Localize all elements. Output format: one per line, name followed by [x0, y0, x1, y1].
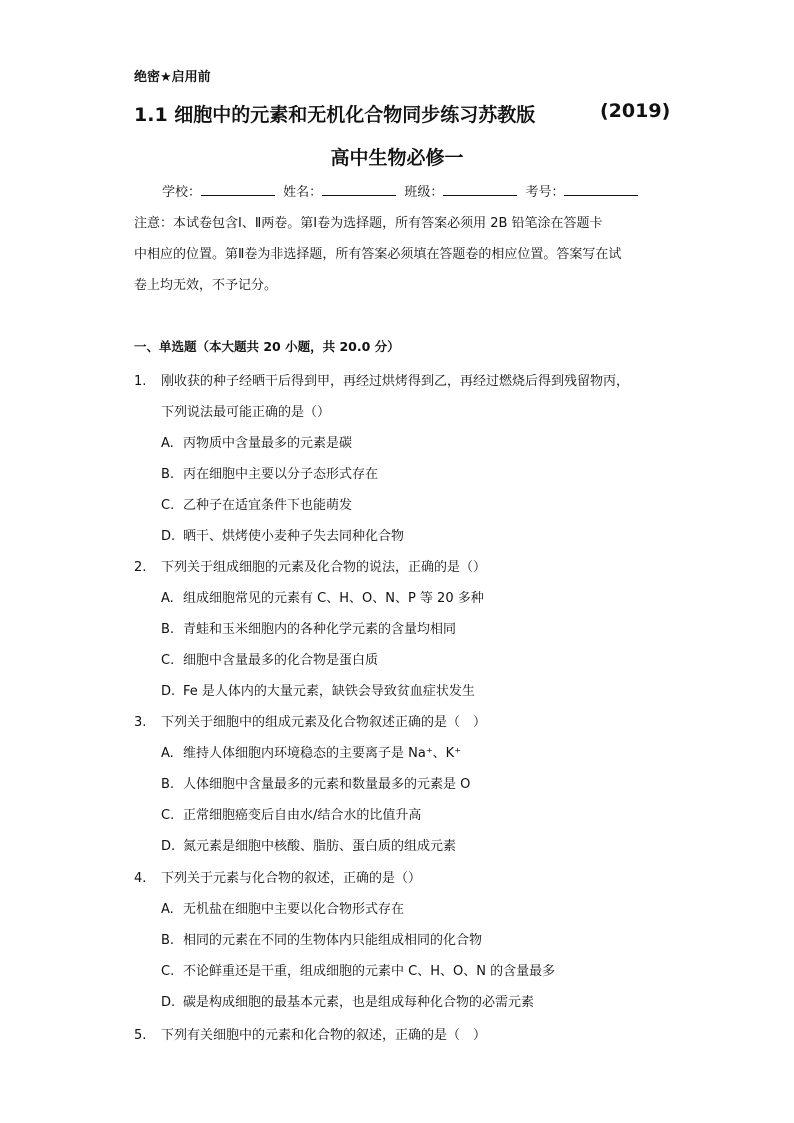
- notice-line: 中相应的位置。第Ⅱ卷为非选择题，所有答案必须填在答题卷的相应位置。答案写在试: [134, 247, 622, 262]
- question-stem: [134, 867, 421, 886]
- option-letter: C.: [161, 808, 175, 823]
- option-b[interactable]: [161, 773, 470, 792]
- option-text: 细胞中含量最多的化合物是蛋白质: [183, 653, 379, 668]
- option-d[interactable]: [161, 680, 475, 699]
- option-letter: A.: [161, 591, 174, 606]
- question-number: 2.: [134, 560, 147, 575]
- option-text: 不论鲜重还是干重，组成细胞的元素中 C、H、O、N 的含量最多: [183, 964, 556, 979]
- question-stem: [134, 711, 486, 730]
- option-letter: A.: [161, 902, 174, 917]
- option-a[interactable]: [161, 742, 461, 761]
- question-stem: [134, 556, 486, 575]
- option-d[interactable]: [161, 525, 404, 544]
- option-letter: D.: [161, 995, 176, 1010]
- option-letter: B.: [161, 777, 175, 792]
- option-text: 青蛙和玉米细胞内的各种化学元素的含量均相同: [183, 622, 457, 637]
- question-text: 下列有关细胞中的元素和化合物的叙述，正确的是（ ）: [161, 1028, 487, 1043]
- class-blank[interactable]: [443, 183, 517, 196]
- question-stem: [134, 1024, 486, 1043]
- question-stem: [134, 370, 629, 389]
- option-b[interactable]: [161, 929, 482, 948]
- option-letter: D.: [161, 839, 176, 854]
- exam-no-label: 考号：: [525, 185, 565, 200]
- option-text: 乙种子在适宜条件下也能萌发: [183, 498, 353, 513]
- question-text-cont: 下列说法最可能正确的是（）: [161, 405, 331, 420]
- name-blank[interactable]: [322, 183, 396, 196]
- option-d[interactable]: [161, 991, 534, 1010]
- notice-line: 注意：本试卷包含Ⅰ、Ⅱ两卷。第Ⅰ卷为选择题，所有答案必须用 2B 铅笔涂在答题卡: [134, 216, 603, 231]
- option-a[interactable]: [161, 587, 484, 606]
- exam-notice: [134, 208, 664, 301]
- question-number: 5.: [134, 1028, 147, 1043]
- question-text: 下列关于元素与化合物的叙述，正确的是（）: [161, 871, 422, 886]
- option-text: 碳是构成细胞的最基本元素，也是组成每种化合物的必需元素: [183, 995, 535, 1010]
- question-text: 刚收获的种子经晒干后得到甲，再经过烘烤得到乙，再经过燃烧后得到残留物丙，: [161, 374, 630, 389]
- option-d[interactable]: [161, 835, 456, 854]
- school-label: 学校：: [162, 185, 202, 200]
- question-number: 4.: [134, 871, 147, 886]
- option-text: Fe 是人体内的大量元素，缺铁会导致贫血症状发生: [183, 684, 475, 699]
- confidential-label: 绝密★启用前: [134, 70, 211, 85]
- question-number: 1.: [134, 374, 147, 389]
- option-letter: B.: [161, 467, 175, 482]
- option-letter: A.: [161, 746, 174, 761]
- option-text: 氮元素是细胞中核酸、脂肪、蛋白质的组成元素: [183, 839, 457, 854]
- option-text: 丙在细胞中主要以分子态形式存在: [183, 467, 379, 482]
- option-text: 正常细胞癌变后自由水/结合水的比值升高: [183, 808, 422, 823]
- section-heading: [134, 337, 400, 355]
- notice-line: 卷上均无效，不予记分。: [134, 278, 278, 293]
- option-letter: B.: [161, 933, 175, 948]
- name-label: 姓名：: [283, 185, 323, 200]
- option-letter: D.: [161, 529, 176, 544]
- option-letter: C.: [161, 498, 175, 513]
- option-text: 维持人体细胞内环境稳态的主要离子是 Na⁺、K⁺: [183, 746, 462, 761]
- school-blank[interactable]: [201, 183, 275, 196]
- option-text: 晒干、烘烤使小麦种子失去同种化合物: [183, 529, 405, 544]
- option-letter: B.: [161, 622, 175, 637]
- section-title: 一、单选题（本大题共 20 小题，共 20.0 分）: [134, 339, 400, 354]
- question-number: 3.: [134, 715, 147, 730]
- option-c[interactable]: [161, 649, 378, 668]
- option-text: 无机盐在细胞中主要以化合物形式存在: [183, 902, 405, 917]
- option-text: 丙物质中含量最多的元素是碳: [183, 436, 353, 451]
- option-c[interactable]: [161, 494, 352, 513]
- page-title-line1: [134, 100, 694, 127]
- student-info-row: [162, 181, 642, 200]
- page-title-line2: 高中生物必修一: [330, 147, 464, 169]
- option-text: 人体细胞中含量最多的元素和数量最多的元素是 O: [183, 777, 471, 792]
- class-label: 班级：: [404, 185, 444, 200]
- option-letter: C.: [161, 964, 175, 979]
- option-text: 组成细胞常见的元素有 C、H、O、N、P 等 20 多种: [183, 591, 484, 606]
- question-text: 下列关于组成细胞的元素及化合物的说法，正确的是（）: [161, 560, 487, 575]
- title-year: (2019): [600, 100, 671, 122]
- option-a[interactable]: [161, 432, 352, 451]
- option-c[interactable]: [161, 960, 555, 979]
- option-letter: A.: [161, 436, 174, 451]
- option-b[interactable]: [161, 463, 378, 482]
- option-c[interactable]: [161, 804, 421, 823]
- question-text: 下列关于细胞中的组成元素及化合物叙述正确的是（ ）: [161, 715, 487, 730]
- option-text: 相同的元素在不同的生物体内只能组成相同的化合物: [183, 933, 483, 948]
- option-b[interactable]: [161, 618, 456, 637]
- option-letter: C.: [161, 653, 175, 668]
- exam-no-blank[interactable]: [564, 183, 638, 196]
- option-letter: D.: [161, 684, 176, 699]
- option-a[interactable]: [161, 898, 404, 917]
- title-text: 1.1 细胞中的元素和无机化合物同步练习苏教版: [134, 104, 536, 126]
